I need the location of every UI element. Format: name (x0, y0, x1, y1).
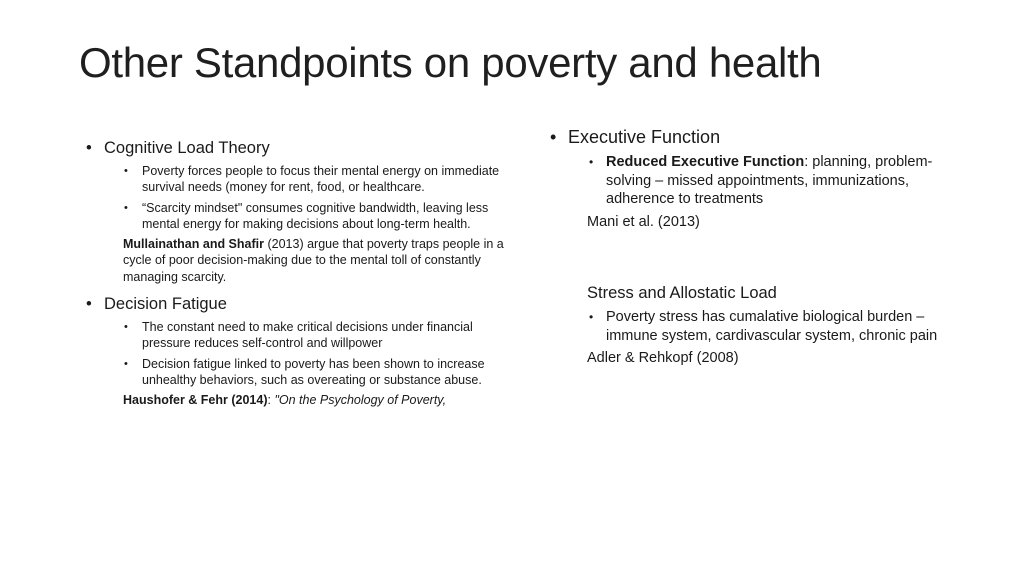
left-column (84, 137, 514, 417)
cognitive-point-2: • “Scarcity mindset" consumes cognitive bandwidth, leaving less mental energy for making decisions about long-term health. (84, 200, 514, 233)
cognitive-citation-text: (2013) argue that poverty traps people in a cycle of poor decision-making due to the mental toll of constantly managing scarcity. (123, 237, 504, 284)
right-column (548, 125, 948, 368)
executive-point (548, 153, 948, 209)
fatigue-citation-authors: Haushofer & Fehr (2014) (123, 393, 268, 408)
stress-allostatic-heading: Stress and Allostatic Load (587, 284, 777, 302)
cognitive-citation (84, 236, 514, 285)
stress-citation: Adler & Rehkopf (2008) (587, 350, 739, 366)
fatigue-citation-title: "On the Psychology of Poverty, (274, 393, 447, 408)
fatigue-point-2: • Decision fatigue linked to poverty has been shown to increase unhealthy behaviors, such as overeating or substance abuse. (84, 356, 514, 389)
executive-point-text: : planning, problem-solving – missed appointments, immunizations, adherence to treatments (606, 154, 933, 207)
cognitive-point-1: • Poverty forces people to focus their mental energy on immediate survival needs (money for rent, food, or healthcare. (84, 163, 514, 196)
executive-point-term: Reduced Executive Function (606, 154, 805, 170)
cognitive-citation-authors: Mullainathan and Shafir (123, 237, 264, 252)
fatigue-citation (84, 392, 514, 408)
fatigue-point-1: • The constant need to make critical decisions under financial pressure reduces self-control and willpower (84, 319, 514, 352)
fatigue-citation-colon: : (267, 393, 275, 408)
stress-point: • Poverty stress has cumalative biological burden – immune system, cardivascular system, chronic pain (548, 308, 948, 345)
executive-function-heading: • Executive Function (548, 125, 948, 149)
executive-citation: Mani et al. (2013) (587, 213, 700, 230)
cognitive-load-heading: • Cognitive Load Theory (84, 137, 514, 159)
decision-fatigue-heading: • Decision Fatigue (84, 293, 514, 315)
slide-title: Other Standpoints on poverty and health (79, 39, 822, 86)
